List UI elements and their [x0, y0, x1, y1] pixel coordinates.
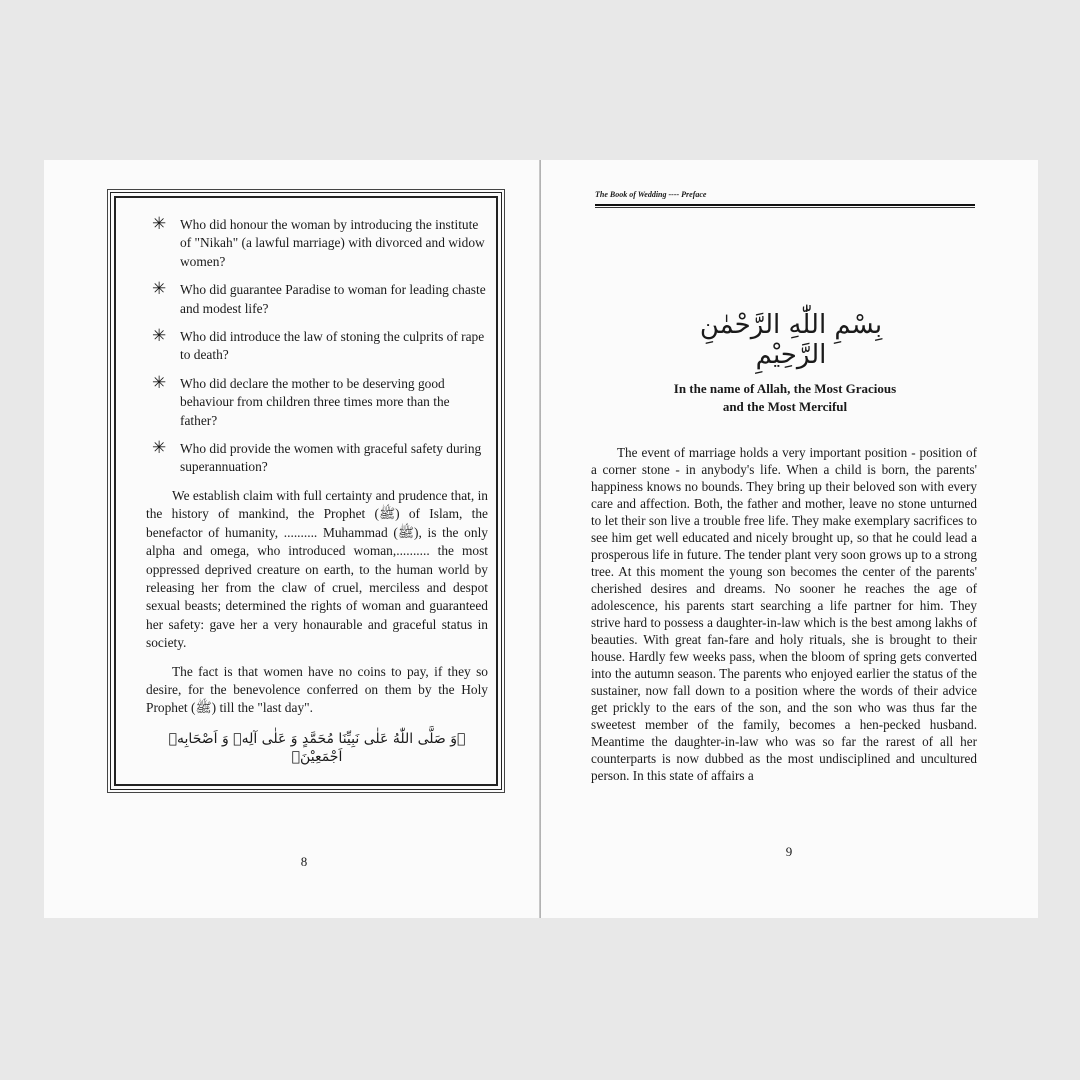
list-item	[146, 328, 488, 365]
asterisk-icon: ✳	[152, 326, 167, 346]
claim-paragraph: We establish claim with full certainty and prudence that, in the history of mankind, the Prophet (ﷺ) of Islam, the benefactor of humanity, .......... Muhammad (ﷺ), is the only alpha and omega, who introduced woman,.......... the most oppressed deprived creature on earth, to the human world by releasing her from the claw of cruel, merciless and despot sexual beasts; determined the rights of woman and guaranteed her safety: gave her a very honaurable and graceful status in society.	[146, 487, 488, 651]
arabic-salutation: ﴿وَ صَلَّى اللّٰهُ عَلٰى نَبِيِّنَا مُحَمَّدٍ وَ عَلٰى آلِهٖ وَ اَصْحَابِهٖ اَجْمَعِيْنَ﴾	[168, 730, 466, 766]
asterisk-icon: ✳	[152, 438, 167, 458]
header-rule	[595, 204, 975, 206]
right-page	[541, 160, 1038, 918]
bismillah-calligraphy: بِسْمِ اللّٰهِ الرَّحْمٰنِ الرَّحِيْمِ	[699, 310, 883, 370]
title-line-1: In the name of Allah, the Most Gracious	[673, 381, 897, 396]
title-line-2: and the Most Merciful	[722, 399, 848, 414]
left-page	[44, 160, 540, 918]
list-item	[146, 281, 488, 318]
header-rule-thin	[595, 207, 975, 208]
list-item	[146, 216, 488, 271]
frame-content	[146, 216, 488, 767]
fact-paragraph: The fact is that women have no coins to pay, if they so desire, for the benevolence conferred on them by the Holy Prophet (ﷺ) till the "last day".	[146, 663, 488, 716]
section-title	[595, 380, 975, 416]
preface-body: The event of marriage holds a very important position - position of a corner stone - in anybody's life. When a child is born, the parents' happiness knows no bounds. They bring up their beloved son with every care and affection. Both, the father and mother, leave no stone unturned to let their son live a trouble free life. They make exemplary sacrifices to see him get well educated and nicely brought up, so that he could lead a prosperous life in future. The tender plant very soon grows up to a strong tree. At this moment the young son becomes the center of the parents' cherished desires and dreams. No sooner he reaches the age of adolescence, his parents start searching a life partner for him. They strive hard to possess a daughter-in-law which is the best among lakhs of beauties. With great fan-fare and holy rituals, she is brought to their house. Hardly few weeks pass, when the bloom of spring gets converted into the autumn season. The parents who enjoyed earlier the status of the sustainer, now fall down to a position where the words of their advice get prickly to the ears of the son, and the son who was thus far the sweetest member of the family, becomes a hen-pecked husband. Meantime the daughter-in-law who was so far the rarest of all her counterparts is now dubbed as the most undisciplined and uncultured person. In this state of affairs a	[591, 445, 977, 783]
page-number-left: 8	[300, 854, 308, 869]
bullet-text: Who did declare the mother to be deserving good behaviour from children three times more than the father?	[180, 375, 450, 428]
ornamental-frame	[114, 196, 498, 786]
asterisk-icon: ✳	[152, 279, 167, 299]
page-number-right: 9	[785, 844, 793, 859]
list-item	[146, 372, 488, 430]
running-head: The Book of Wedding ---- Preface	[595, 190, 707, 199]
asterisk-icon: ✳	[152, 372, 167, 392]
bullet-text: Who did provide the women with graceful safety during superannuation?	[180, 441, 482, 475]
bullet-text: Who did honour the woman by introducing the institute of "Nikah" (a lawful marriage) with divorced and widow women?	[180, 217, 485, 269]
bullet-text: Who did introduce the law of stoning the culprits of rape to death?	[180, 329, 485, 363]
asterisk-icon: ✳	[152, 214, 167, 233]
list-item	[146, 440, 488, 477]
bullet-text: Who did guarantee Paradise to woman for leading chaste and modest life?	[180, 282, 486, 316]
